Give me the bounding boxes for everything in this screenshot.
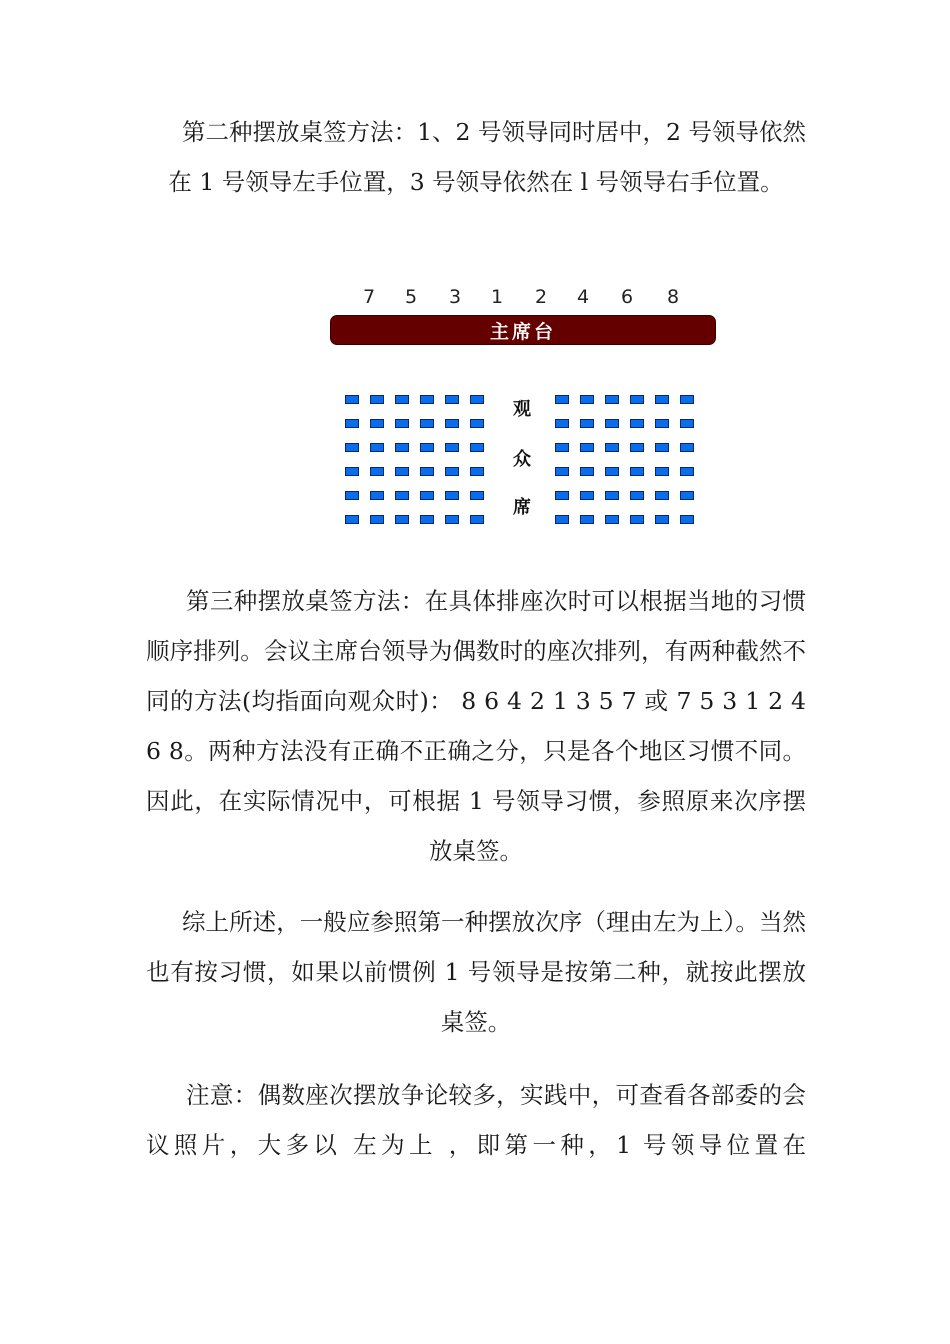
- audience-seat: [445, 443, 459, 452]
- audience-seat: [345, 419, 359, 428]
- seating-diagram: [325, 282, 725, 532]
- audience-seat: [345, 515, 359, 524]
- seat-number-7: 7: [362, 286, 376, 308]
- audience-seat: [395, 419, 409, 428]
- seat-number-8: 8: [666, 286, 680, 308]
- paragraph-summary: 综上所述，一般应参照第一种摆放次序（理由左为上）。当然也有按习惯，如果以前惯例 1 号领导是按第二种，就按此摆放桌签。: [146, 908, 806, 1036]
- audience-seat: [470, 491, 484, 500]
- audience-seat: [605, 491, 619, 500]
- audience-label-char-2: 众: [513, 449, 531, 470]
- audience-seat: [630, 467, 644, 476]
- audience-seat: [605, 395, 619, 404]
- audience-seat: [420, 419, 434, 428]
- audience-seat: [370, 443, 384, 452]
- audience-seat: [420, 443, 434, 452]
- seat-number-4: 4: [576, 286, 590, 308]
- audience-seat: [470, 443, 484, 452]
- audience-seat: [445, 515, 459, 524]
- audience-seat: [420, 515, 434, 524]
- audience-seat: [370, 467, 384, 476]
- audience-seat: [680, 395, 694, 404]
- audience-seat: [370, 491, 384, 500]
- audience-seat: [345, 467, 359, 476]
- audience-seat: [630, 491, 644, 500]
- audience-seat: [605, 419, 619, 428]
- audience-seat: [555, 395, 569, 404]
- podium-label: 主席台: [489, 320, 556, 343]
- seat-number-3: 3: [448, 286, 462, 308]
- audience-seat: [580, 491, 594, 500]
- seat-number-2: 2: [534, 286, 548, 308]
- seat-number-6: 6: [620, 286, 634, 308]
- audience-seat: [395, 467, 409, 476]
- audience-seat: [420, 491, 434, 500]
- audience-seat: [445, 467, 459, 476]
- audience-seat: [580, 443, 594, 452]
- audience-seat: [420, 467, 434, 476]
- audience-seat: [580, 515, 594, 524]
- audience-seat: [605, 467, 619, 476]
- audience-seat: [445, 395, 459, 404]
- audience-seat: [470, 419, 484, 428]
- audience-seat: [445, 419, 459, 428]
- audience-seat: [580, 419, 594, 428]
- podium: [330, 315, 716, 345]
- audience-seat: [555, 419, 569, 428]
- audience-seat: [445, 491, 459, 500]
- audience-seat: [555, 467, 569, 476]
- audience-seat: [680, 491, 694, 500]
- audience-seat: [680, 515, 694, 524]
- audience-seat: [580, 467, 594, 476]
- audience-seat: [470, 515, 484, 524]
- audience-seat: [395, 515, 409, 524]
- audience-seat: [555, 491, 569, 500]
- audience-seat: [655, 419, 669, 428]
- audience-seat: [655, 467, 669, 476]
- paragraph-method-two: 第二种摆放桌签方法：1、2 号领导同时居中，2 号领导依然在 1 号领导左手位置，3 号领导依然在 l 号领导右手位置。: [168, 118, 806, 196]
- audience-seat: [605, 443, 619, 452]
- audience-seat: [345, 491, 359, 500]
- audience-seat: [655, 491, 669, 500]
- audience-seat: [655, 515, 669, 524]
- audience-seat: [680, 443, 694, 452]
- audience-seat: [680, 419, 694, 428]
- audience-seat: [470, 467, 484, 476]
- audience-seat: [345, 443, 359, 452]
- audience-seat: [655, 443, 669, 452]
- audience-seat: [420, 395, 434, 404]
- audience-seat: [470, 395, 484, 404]
- audience-seat: [630, 419, 644, 428]
- audience-seat: [555, 443, 569, 452]
- audience-seat: [370, 515, 384, 524]
- audience-seat: [370, 419, 384, 428]
- audience-seat: [370, 395, 384, 404]
- paragraph-note: 注意：偶数座次摆放争论较多，实践中，可查看各部委的会议照片，大多以 左为上 ，即第一种，1 号领导位置在: [146, 1081, 806, 1159]
- audience-label-char-1: 观: [513, 399, 531, 420]
- seat-number-1: 1: [490, 286, 504, 308]
- audience-seat: [395, 395, 409, 404]
- audience-seat: [630, 395, 644, 404]
- audience-seat: [555, 515, 569, 524]
- audience-seat: [395, 491, 409, 500]
- audience-seat: [680, 467, 694, 476]
- audience-seat: [605, 515, 619, 524]
- audience-seat: [345, 395, 359, 404]
- audience-seat: [630, 443, 644, 452]
- audience-seat: [580, 395, 594, 404]
- audience-seat: [395, 443, 409, 452]
- paragraph-method-three: 第三种摆放桌签方法：在具体排座次时可以根据当地的习惯顺序排列。会议主席台领导为偶数时的座次排列，有两种截然不同的方法(均指面向观众时)： 8 6 4 2 1 3 5 7 或 7 5 3 1 2 4 6 8。两种方法没有正确不正确之分，只是各个地区习惯不同。因此，在实际情况中，可根据 1 号领导习惯，参照原来次序摆放桌签。: [146, 587, 806, 865]
- audience-seat: [655, 395, 669, 404]
- audience-label-char-3: 席: [513, 497, 531, 518]
- audience-seat: [630, 515, 644, 524]
- seat-number-5: 5: [404, 286, 418, 308]
